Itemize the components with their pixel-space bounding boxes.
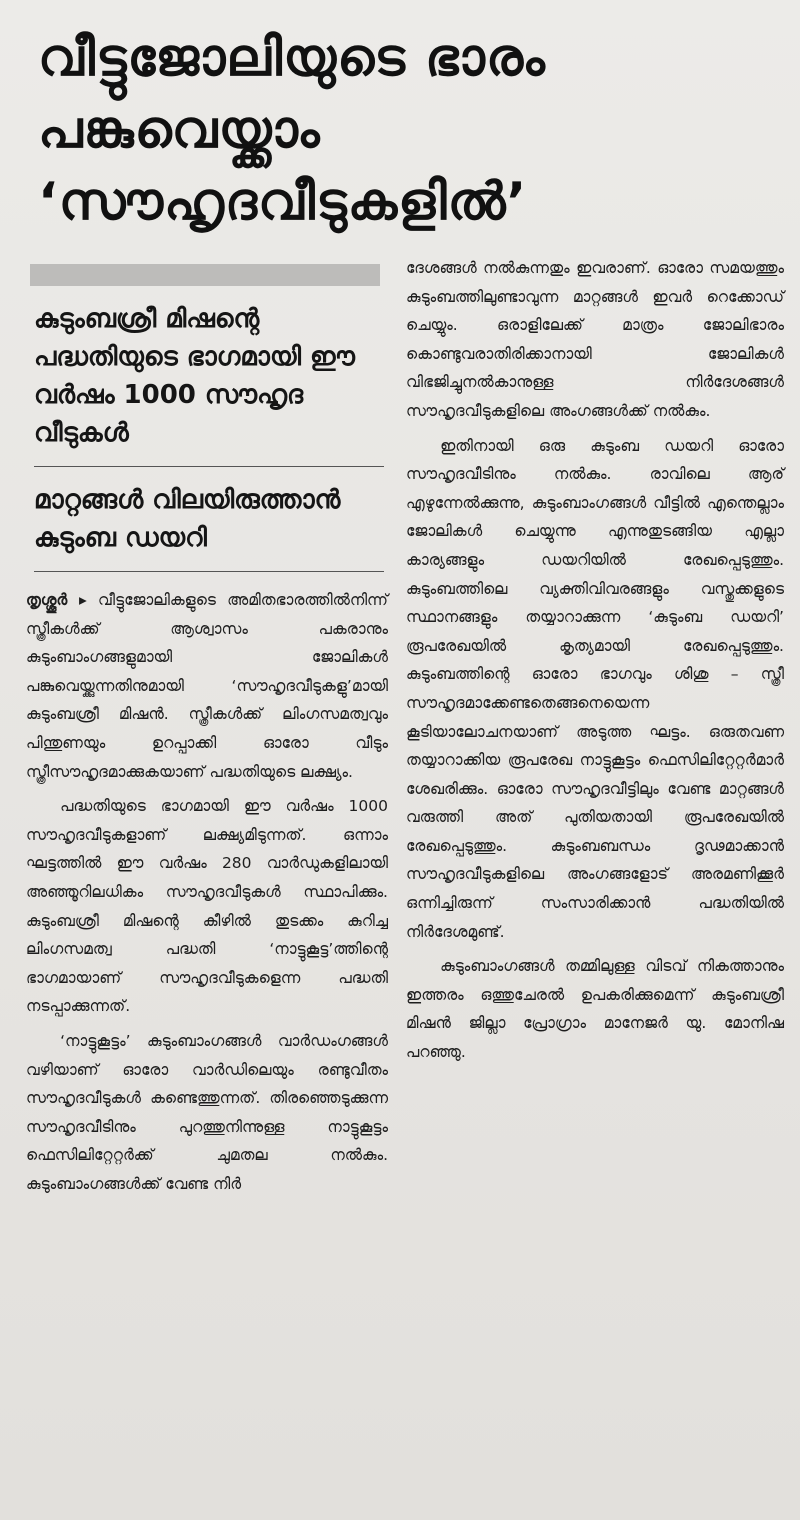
paragraph: കുടുംബാംഗങ്ങൾ തമ്മിലുള്ള വിടവ് നികത്താനും ഇത്തരം ഒത്തുചേരൽ ഉപകരിക്കുമെന്ന് കുടുംബശ്രീ മിഷൻ ജില്ലാ പ്രോഗ്രാം മാനേജർ യു. മോനിഷ പറഞ്ഞു.	[406, 957, 784, 1062]
paragraph-text: വീട്ടുജോലികളുടെ അമിതഭാരത്തിൽനിന്ന് സ്ത്രീകൾക്ക് ആശ്വാസം പകരാനും കുടുംബാംഗങ്ങളുമായി ജോലികൾ പങ്കുവെയ്ക്കുന്നതിനുമായി ‘സൗഹൃദവീടുകളു’മായി കുടുംബശ്രീ മിഷൻ. സ്ത്രീകൾക്ക് ലിംഗസമത്വവും പിന്തുണയും ഉറപ്പാക്കി ഓരോ വീടും സ്ത്രീസൗഹൃദമാക്കുകയാണ് പദ്ധതിയുടെ ലക്ഷ്യം.	[26, 591, 388, 781]
article-columns	[26, 254, 786, 1204]
sub-headline-2: മാറ്റങ്ങൾ വിലയിരുത്താൻ കുടുംബ ഡയറി	[34, 485, 341, 553]
right-column	[406, 254, 784, 1204]
sub-headline: കുടുംബശ്രീ മിഷന്റെ പദ്ധതിയുടെ ഭാഗമായി ഈ വർഷം 1000 സൗഹൃദ വീടുകൾ	[34, 304, 355, 448]
grey-bar-divider	[30, 264, 380, 286]
headline-line-1: വീട്ടുജോലിയുടെ ഭാരം	[38, 28, 546, 88]
paragraph: ‘നാട്ടുകൂട്ടം’ കുടുംബാംഗങ്ങൾ വാർഡംഗങ്ങൾ വഴിയാണ് ഓരോ വാർഡിലെയും രണ്ടുവീതം സൗഹൃദവീടുകൾ കണ്ടെത്തുന്നത്. തിരഞ്ഞെടുക്കുന്ന സൗഹൃദവീടിനും പുറത്തുനിന്നുള്ള നാട്ടുകൂട്ടം ഫെസിലിറ്റേറ്റർക്ക് ചുമതല നൽകും. കുടുംബാംഗങ്ങൾക്ക് വേണ്ട നിർ	[26, 1031, 388, 1193]
paragraph: ദേശങ്ങൾ നൽകുന്നതും ഇവരാണ്. ഓരോ സമയത്തും കുടുംബത്തിലുണ്ടാവുന്ന മാറ്റങ്ങൾ ഇവർ റെക്കോഡ് ചെയ്യും. ഒരാളിലേക്ക് മാത്രം ജോലിഭാരം കൊണ്ടുവരാതിരിക്കാനായി ജോലികൾ വിഭജിച്ചുനൽകാനുള്ള നിർദേശങ്ങൾ സൗഹൃദവീടുകളിലെ അംഗങ്ങൾക്ക് നൽകും.	[406, 259, 784, 420]
left-column	[26, 254, 388, 1204]
headline-line-3: ‘സൗഹൃദവീടുകളിൽ’	[38, 172, 528, 232]
headline-line-2: പങ്കുവെയ്ക്കാം	[38, 100, 321, 160]
dateline: തൃശ്ശൂർ ▸	[26, 591, 87, 609]
paragraph	[26, 586, 388, 786]
article-body-right	[406, 254, 784, 1067]
paragraph: ഇതിനായി ഒരു കുടുംബ ഡയറി ഓരോ സൗഹൃദവീടിനും നൽകും. രാവിലെ ആര് എഴുന്നേൽക്കുന്നു, കുടുംബാംഗങ്ങൾ വീട്ടിൽ എന്തെല്ലാം ജോലികൾ ചെയ്യുന്നു എന്നുതുടങ്ങിയ എല്ലാ കാര്യങ്ങളും ഡയറിയിൽ രേഖപ്പെടുത്തും. കുടുംബത്തിലെ വ്യക്തിവിവരങ്ങളും വസ്തുക്കളുടെ സ്ഥാനങ്ങളും തയ്യാറാക്കുന്ന ‘കുടുംബ ഡയറി’ രൂപരേഖയിൽ കൃത്യമായി രേഖപ്പെടുത്തും. കുടുംബത്തിന്റെ ഓരോ ഭാഗവും ശിശു – സ്ത്രീ സൗഹൃദമാക്കേണ്ടതെങ്ങനെയെന്ന കൂടിയാലോചനയാണ് അടുത്ത ഘട്ടം. ഒരുതവണ തയ്യാറാക്കിയ രൂപരേഖ നാട്ടുകൂട്ടം ഫെസിലിറ്റേറ്റർമാർ ശേഖരിക്കും. ഓരോ സൗഹൃദവീട്ടിലും വേണ്ട മാറ്റങ്ങൾ വരുത്തി അത് പുതിയതായി രൂപരേഖയിൽ രേഖപ്പെടുത്തും. കുടുംബബന്ധം ദൃഢമാക്കാൻ സൗഹൃദവീടുകളിലെ അംഗങ്ങളോട് അരമണിക്കൂർ ഒന്നിച്ചിരുന്ന് സംസാരിക്കാൻ പദ്ധതിയിൽ നിർദേശമുണ്ട്.	[406, 436, 784, 941]
article-body-left	[26, 586, 388, 1198]
paragraph: പദ്ധതിയുടെ ഭാഗമായി ഈ വർഷം 1000 സൗഹൃദവീടുകളാണ് ലക്ഷ്യമിടുന്നത്. ഒന്നാം ഘട്ടത്തിൽ ഈ വർഷം 280 വാർഡുകളിലായി അഞ്ഞൂറിലധികം സൗഹൃദവീടുകൾ സ്ഥാപിക്കും. കുടുംബശ്രീ മിഷന്റെ കീഴിൽ തുടക്കം കുറിച്ച ലിംഗസമത്വ പദ്ധതി ‘നാട്ടുകൂട്ട’ത്തിന്റെ ഭാഗമായാണ് സൗഹൃദവീടുകളെന്ന പദ്ധതി നടപ്പാക്കുന്നത്.	[26, 797, 388, 1016]
divider-rule-2	[34, 571, 384, 572]
divider-rule	[34, 466, 384, 467]
headline	[38, 22, 786, 238]
